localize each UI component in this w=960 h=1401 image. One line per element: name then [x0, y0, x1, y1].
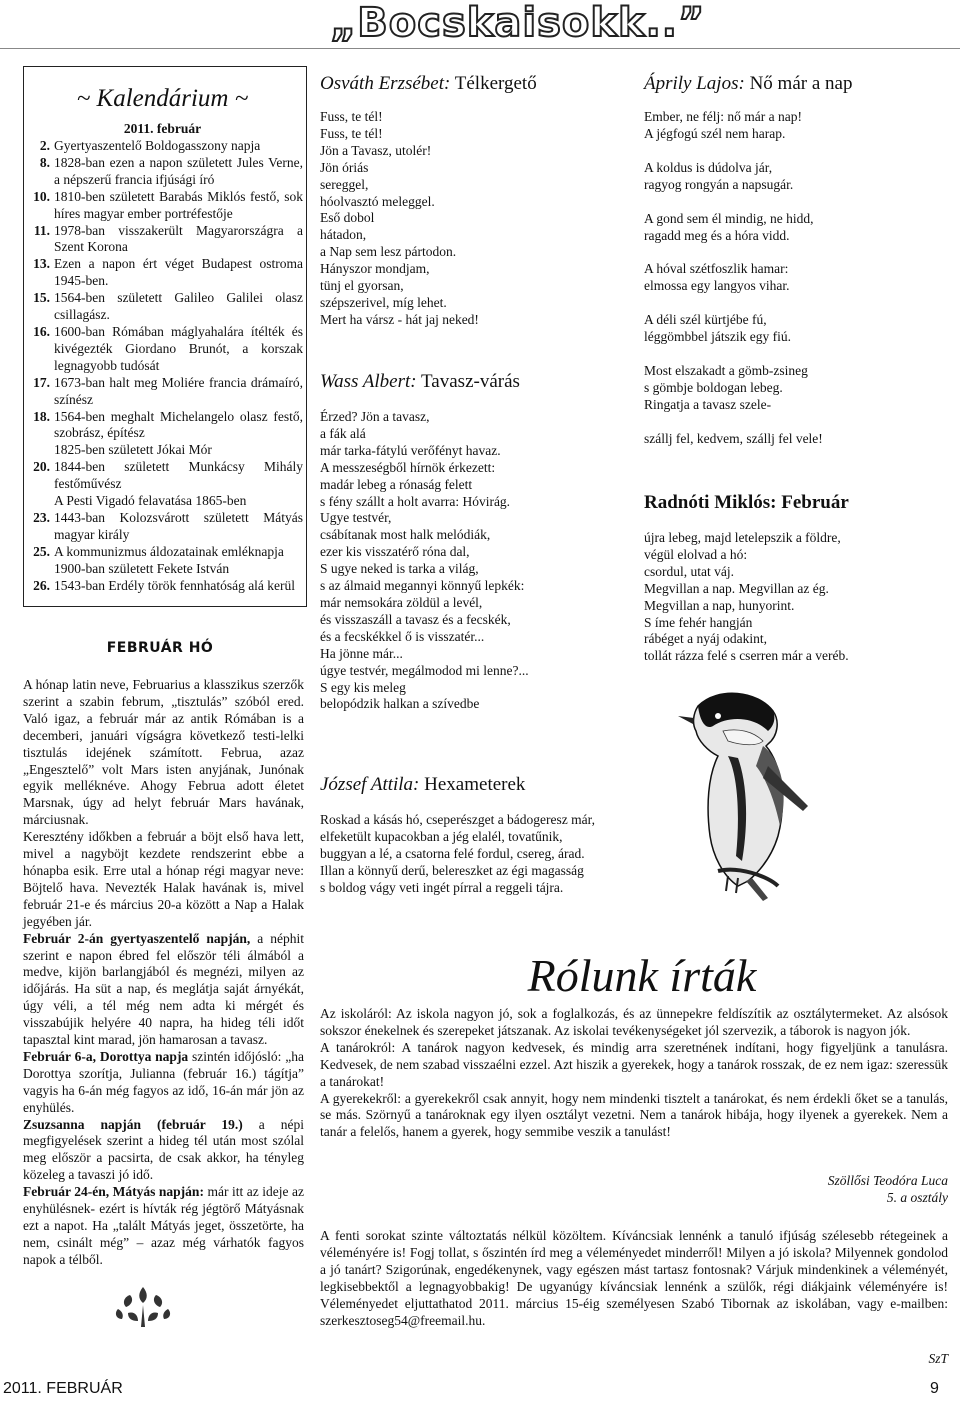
- poem-line: S íme fehér hangján: [644, 614, 753, 630]
- poem-line: úgye testvér, megálmodod mi lenne?...: [320, 662, 529, 678]
- februar-ho-paragraph: [23, 1049, 304, 1117]
- kalendarium-text: 1673-ban halt meg Moliére francia drámaíró, színész: [54, 374, 303, 407]
- kalendarium-day: 2.: [39, 138, 50, 153]
- kalendarium-text: 1978-ban visszakerült Magyarországra a Szent Korona: [54, 222, 303, 255]
- kalendarium-text: 1825-ben született Jókai Mór: [54, 442, 212, 458]
- poem-name: Hexameterek: [424, 774, 526, 795]
- februar-ho-paragraph: [23, 1184, 304, 1269]
- rolunk-paragraph: A tanárokról: A tanárok nagyon kedvesek, és mindig arra szeretnének indítani, hogy figyeljünk a tanulásra. Kedvesek, de nem szabad visszaélni ezzel. Azt hiszik a gyerekek, hogy a tanárok rosszak, de ez nem igaz: szeressük a tanárokat!: [320, 1039, 948, 1089]
- kalendarium-text: 1564-ben meghalt Michelangelo olasz festő, szobrász, építész: [54, 408, 303, 441]
- februar-ho-paragraph: [23, 931, 304, 1049]
- kalendarium-item: [27, 290, 303, 324]
- poem-line: buggyan a lé, a csatorna felé fordul, csereg, árad.: [320, 845, 585, 861]
- kalendarium-text: 1844-ben született Munkácsy Mihály festőművész: [54, 459, 303, 492]
- poem-author: Osváth Erzsébet:: [320, 73, 451, 94]
- poem-line: A déli szél kürtjébe fú,: [644, 312, 767, 328]
- poem-line: Ha jönne már...: [320, 645, 403, 661]
- paragraph-text: szintén időjósló: „ha Dorottya szorítja, Julianna (február 16.) tágítja” vagyis ha 6-án még fagyos az idő, 16-án már jön az enyhülés.: [23, 1048, 304, 1115]
- poem-line: Ringatja a tavasz szele-: [644, 396, 772, 412]
- poem-line: madár lebeg a rónaság felett: [320, 476, 473, 492]
- poem-line: Ugye testvér,: [320, 510, 392, 526]
- poem-line: elmossa egy langyos vihar.: [644, 278, 790, 294]
- kalendarium-day: [27, 561, 54, 578]
- kalendarium-item: [27, 223, 303, 257]
- kalendarium-item: [27, 138, 303, 155]
- paragraph-text: a néphit szerint e napon ébred fel először téli álmából a medve, kijön barlangjából és megnézi, milyen az időjárás. Ha süt a nap, és meglátja saját árnyékát, úgy véli, a tél még nem adta ki mérgét és visszabújik helyére 40 napra, ha hideg téli időt tapasztal kint marad, jön hamarosan a tavasz.: [23, 930, 304, 1048]
- poem-line: Mert ha vársz - hát jaj neked!: [320, 311, 479, 327]
- kalendarium-day: 11.: [33, 222, 50, 238]
- poem-line: már tarka-fátylú verőfényt havaz.: [320, 442, 501, 458]
- rolunk-paragraph: Az iskoláról: Az iskola nagyon jó, sok a foglalkozás, és az ünnepekre feldíszítik az osztálytermeket. Az alsósok sokszor énekelnek és szerepeket játszanak. Az iskolai tevékenységeket jól szervezik, a táborok is nagyon jók.: [320, 1006, 948, 1038]
- poem-line: belopódzik halkan a szívedbe: [320, 696, 480, 712]
- poem-line: A messzeségből hírnök érkezett:: [320, 459, 496, 475]
- poem-title: [644, 73, 852, 95]
- bold-lead: Zsuzsanna napján (február 19.): [23, 1116, 243, 1132]
- poem-line: s az álmaid megannyi könnyű lepkék:: [320, 578, 525, 594]
- kalendarium-day: 10.: [33, 188, 50, 204]
- bold-lead: Február 24-én, Mátyás napján:: [23, 1184, 204, 1200]
- poem-name: Télkergető: [454, 73, 537, 94]
- poem-stanza: [644, 431, 944, 448]
- rolunk-irtak-title: Rólunk írták: [527, 950, 757, 1001]
- poem-line: S egy kis meleg: [320, 679, 406, 695]
- poem-stanza: [644, 261, 944, 295]
- rolunk-irtak-body: [320, 1006, 948, 1141]
- kalendarium-text: 1810-ben született Barabás Miklós festő, sok híres magyar ember portréfestője: [54, 188, 303, 221]
- poem-line: Roskad a kásás hó, cseperészget a bádogeresz már,: [320, 812, 595, 827]
- kalendarium-day: 15.: [33, 290, 50, 306]
- poem-line: szépszerivel, míg lehet.: [320, 294, 447, 310]
- poem-author: Áprily Lajos:: [644, 73, 745, 94]
- poem-line: rábéget a nyáj odakint,: [644, 631, 767, 647]
- poem-title: [320, 774, 525, 796]
- februar-ho-paragraph: [23, 1117, 304, 1185]
- bold-lead: Február 6-a, Dorottya napja: [23, 1048, 189, 1064]
- bird-illustration: [668, 686, 818, 906]
- kalendarium-item: [27, 189, 303, 223]
- poem-body: [320, 409, 610, 713]
- poem-line: A jégfogú szél nem harap.: [644, 125, 786, 141]
- poem-line: ragyog rongyán a napsugár.: [644, 176, 794, 192]
- poem-title: [320, 73, 537, 95]
- poem-line: Hányszor mondjam,: [320, 261, 430, 277]
- poem-line: Illan a könnyű derű, belereszket az égi magasság: [320, 862, 584, 878]
- kalendarium-item: [27, 442, 303, 459]
- poem-line: tollát rázza felé s cserren már a veréb.: [644, 648, 849, 664]
- poem-stanza: [644, 211, 944, 245]
- signature: [700, 1173, 948, 1207]
- kalendarium-text: 1543-ban Erdély török fennhatóság alá kerül: [54, 577, 296, 593]
- rolunk-editor-note: A fenti sorokat szinte változtatás nélkül közöltem. Kíváncsiak lennénk a tanuló ifjúság szélesebb rétegeinek a véleményére is! Fogj tollat, s őszintén írd meg a véleményedet minderről! Milyen a jó iskola? Milyennek gondolod a jó tanárt? Szigorúnak, engedékenynek, vagy egészen mást tartasz fontosnak? Várjuk mindenkinek a véleményét, legkisebbektől a legnagyobbakig! De ugyanúgy kíváncsiak lennénk a szülők, régi diákjaink véleményére is! Véleményedet eljuttathatod 2011. március 15-éig személyesen Szabó Tibornak az iskolában, vagy e-mailben: szerkesztoseg54@freemail.hu.: [320, 1228, 948, 1328]
- poem-line: ragadd meg és a hóra vidd.: [644, 227, 790, 243]
- kalendarium-item: [27, 578, 303, 595]
- poem-line: Érzed? Jön a tavasz,: [320, 409, 430, 424]
- poem-line: elfeketült kupacokban a jég elalél, tovatűnik,: [320, 828, 563, 844]
- poem-line: a Nap sem lesz pártodon.: [320, 244, 457, 260]
- kalendarium-item: [27, 324, 303, 375]
- poem-line: ezer kis visszatérő róna dal,: [320, 544, 470, 560]
- poem-stanza: [644, 312, 944, 346]
- poem-line: s boldog vágy veti ingét pírral a reggeli tájra.: [320, 879, 564, 895]
- poem-author: Wass Albert:: [320, 371, 417, 392]
- rolunk-paragraph: A gyerekekről: a gyerekekről csak annyit, hogy nem mindenki tisztelt a tanárokat, és nem érdekli őket se a tanulás, se más. Szörnyű a tanároknak egy ilyen osztályt vezetni. Nem a tanárok hibája, hogy ilyenek a gyerekek. Nem a tanár a felelős, hanem a gyerek, hogy semmibe veszik a tanulást!: [320, 1090, 948, 1140]
- floral-ornament-icon: [108, 1283, 178, 1331]
- poem-body: [644, 109, 944, 465]
- poem-line: s gömbje boldogan lebeg.: [644, 379, 783, 395]
- kalendarium-text: Gyertyaszentelő Boldogasszony napja: [54, 138, 261, 153]
- kalendarium-item: [27, 510, 303, 544]
- kalendarium-text: 1828-ban ezen a napon született Jules Verne, a népszerű francia ifjúsági író: [54, 154, 303, 187]
- poem-title: Radnóti Miklós: Február: [644, 492, 849, 513]
- poem-line: s fény szállt a holt avarra: Hóvirág.: [320, 493, 511, 509]
- poem-name: Tavasz-várás: [421, 371, 520, 392]
- kalendarium-day: 16.: [33, 323, 50, 339]
- kalendarium-text: 1600-ban Rómában máglyahalára ítélték és kivégezték Giordano Brunót, a korszak legnagyobb tudósát: [54, 323, 303, 373]
- kalendarium-item: [27, 256, 303, 290]
- paragraph-text: a népi megfigyelések szerint a hideg tél után most szólal meg először a pacsirta, de csak akkor, ha tényleg közeleg a tavaszi jó idő.: [23, 1116, 304, 1183]
- poem-line: léggömbbel játszik egy fiú.: [644, 329, 791, 345]
- poem-line: végül elolvad a hó:: [644, 546, 748, 562]
- februar-ho-paragraph: A hónap latin neve, Februarius a klasszikus szerzők szerint a szabin februm, „tisztulás” szóból ered. Való igaz, a február már az antik Rómában is a decemberi, januári vígságra következő testi-lelki tisztulás idejének számított. Februa, azaz „Engesztelő” volt Mars isten anyjának, Junónak egyik melléknéve. Ahogy Februa adott életet Marsnak, úgy ad helyt február Mars havának, márciusnak.: [23, 677, 304, 828]
- kalendarium-text: A Pesti Vigadó felavatása 1865-ben: [54, 493, 247, 509]
- kalendarium-day: [27, 442, 54, 459]
- kalendarium-text: 1900-ban született Fekete István: [54, 560, 230, 576]
- kalendarium-item: [27, 155, 303, 189]
- kalendarium-day: 26.: [33, 577, 50, 593]
- poem-line: A koldus is dúdolva jár,: [644, 159, 773, 175]
- poem-body: [320, 109, 610, 329]
- kalendarium-item: [27, 409, 303, 443]
- poem-body: [320, 812, 630, 897]
- poem-line: Most elszakadt a gömb-zsineg: [644, 363, 808, 379]
- masthead: [330, 0, 706, 48]
- kalendarium-day: 17.: [33, 374, 50, 390]
- signature-name: Szöllősi Teodóra Luca: [827, 1173, 948, 1188]
- kalendarium-day: [27, 493, 54, 510]
- poem-line: és visszaszáll a tavasz és a fecskék,: [320, 611, 511, 627]
- poem-line: csábítanak most halk melódiák,: [320, 527, 491, 543]
- kalendarium-text: Ezen a napon ért véget Budapest ostroma 1945-ben.: [54, 256, 303, 289]
- page-number: 9: [930, 1380, 939, 1397]
- kalendarium-item: [27, 493, 303, 510]
- poem-stanza: [644, 363, 944, 414]
- kalendarium-day: 8.: [39, 154, 50, 170]
- poem-line: sereggel,: [320, 176, 369, 192]
- poem-line: szállj fel, kedvem, szállj fel vele!: [644, 430, 823, 446]
- poem-line: A gond sem él mindig, ne hidd,: [644, 210, 814, 226]
- bold-lead: Február 2-án gyertyaszentelő napján,: [23, 930, 251, 946]
- kalendarium-day: 25.: [33, 543, 50, 559]
- kalendarium-day: 23.: [33, 509, 50, 525]
- poem-line: Fuss, te tél!: [320, 125, 383, 141]
- poem-line: tünj el gyorsan,: [320, 278, 404, 294]
- poem-line: Ember, ne félj: nő már a nap!: [644, 109, 803, 124]
- poem-stanza: [644, 160, 944, 194]
- poem-stanza: [644, 109, 944, 143]
- poem-author: József Attila:: [320, 774, 420, 795]
- poem-line: Fuss, te tél!: [320, 109, 383, 124]
- kalendarium-text: A kommunizmus áldozatainak emléknapja: [54, 543, 284, 559]
- poem-line: S ugye neked is tarka a világ,: [320, 561, 479, 577]
- poem-line: Megvillan a nap, hunyorint.: [644, 597, 795, 613]
- poem-line: Megvillan a nap. Megvillan az ég.: [644, 580, 829, 596]
- header-divider: [0, 48, 960, 49]
- poem-line: Eső dobol: [320, 210, 375, 226]
- poem-line: már nemsokára zöldül a levél,: [320, 594, 483, 610]
- poem-line: Jön óriás: [320, 159, 369, 175]
- masthead-logo: „Bocskaisokk..”: [330, 0, 706, 46]
- kalendarium-day: 20.: [33, 459, 50, 475]
- poem-line: és a fecskékkel ő is visszatér...: [320, 628, 485, 644]
- poem-name: Nő már a nap: [749, 73, 853, 94]
- kalendarium-item: [27, 459, 303, 493]
- paragraph-text: már itt az ideje az enyhülésnek- ezért is hívták rég jégtörő Mátyásnak ezt a napot. Ha „talált Mátyás jeget, összetörte, ha nem, csinált még” – azaz még várhatók fagyos napok a télből.: [23, 1184, 304, 1267]
- kalendarium-title: ~ Kalendárium ~: [76, 85, 249, 112]
- kalendarium-item: [27, 375, 303, 409]
- poem-line: hátadon,: [320, 227, 367, 243]
- poem-line: Jön a Tavasz, utolér!: [320, 142, 432, 158]
- poem-title: [320, 371, 520, 393]
- kalendarium-day: 18.: [33, 408, 50, 424]
- editor-initials: SzT: [928, 1351, 948, 1366]
- kalendarium-list: [27, 138, 303, 594]
- footer-issue: 2011. FEBRUÁR: [3, 1380, 123, 1397]
- poem-line: a fák alá: [320, 425, 366, 441]
- poem-line: hóolvasztó meleggel.: [320, 193, 435, 209]
- kalendarium-text: 1443-ban Kolozsvárott született Mátyás magyar király: [54, 509, 303, 542]
- poem-line: újra lebeg, majd letelepszik a földre,: [644, 530, 841, 545]
- kalendarium-text: 1564-ben született Galileo Galilei olasz csillagász.: [54, 290, 303, 323]
- signature-class: 5. a osztály: [886, 1189, 948, 1205]
- februar-ho-heading: FEBRUÁR HÓ: [106, 640, 214, 656]
- februar-ho-body: [23, 677, 304, 1269]
- poem-line: A hóval szétfoszlik hamar:: [644, 261, 789, 277]
- poem-line: csordul, utat váj.: [644, 563, 734, 579]
- kalendarium-day: 13.: [33, 256, 50, 272]
- kalendarium-item: [27, 561, 303, 578]
- kalendarium-item: [27, 544, 303, 561]
- kalendarium-date: 2011. február: [123, 121, 202, 136]
- poem-body: [644, 530, 944, 665]
- februar-ho-paragraph: Keresztény időkben a február a böjt első hava lett, mivel a nagyböjt kezdete rendszerint ebbe a hónapba esik. Erre utal a hónap régi magyar neve: Böjtelő hava. Nevezték Halak havának is, mivel február 21-e és március 20-a között a Nap a Halak jegyében jár.: [23, 829, 304, 929]
